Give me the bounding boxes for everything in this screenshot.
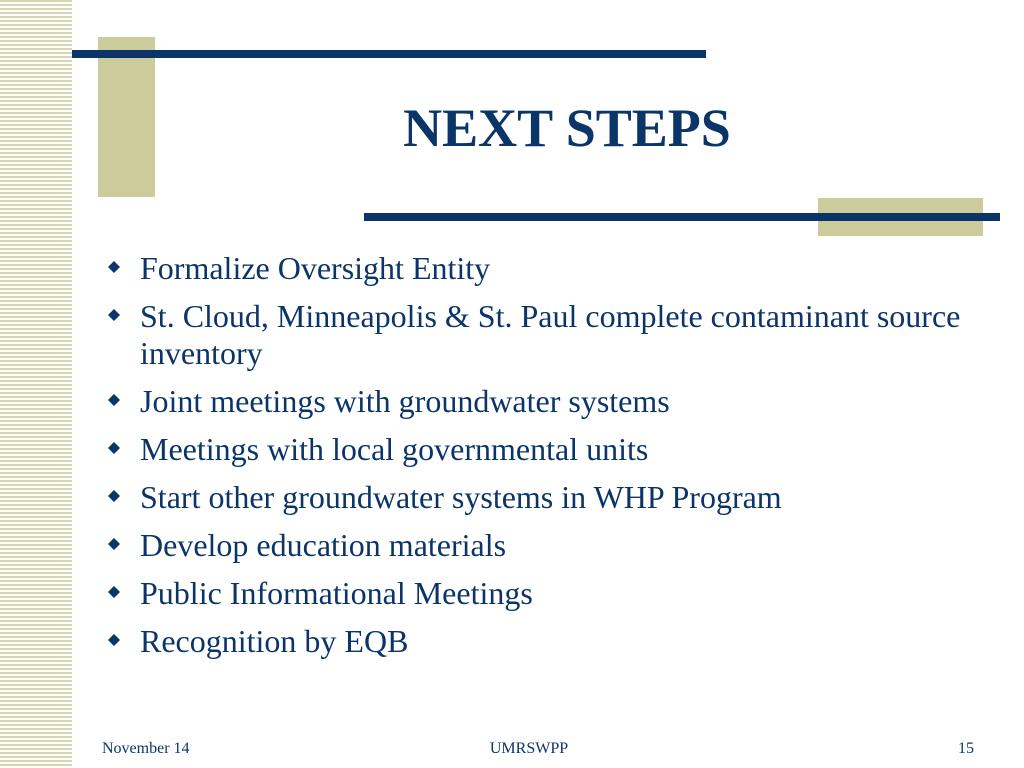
- bullet-text: St. Cloud, Minneapolis & St. Paul complete contaminant source inventory: [140, 298, 961, 371]
- bullet-text: Public Informational Meetings: [140, 575, 533, 611]
- diamond-bullet-icon: [108, 394, 120, 406]
- decorative-block-left: [98, 37, 155, 197]
- bullet-item: [104, 250, 994, 287]
- bullet-text: Develop education materials: [140, 527, 507, 563]
- bullet-text: Meetings with local governmental units: [140, 431, 649, 467]
- bullet-text: Start other groundwater systems in WHP Program: [140, 479, 782, 515]
- bullet-item: [104, 383, 994, 420]
- bullet-item: [104, 575, 994, 612]
- bullet-text: Joint meetings with groundwater systems: [140, 383, 670, 419]
- footer-date: November 14: [102, 740, 190, 757]
- diamond-bullet-icon: [108, 634, 120, 646]
- bullet-item: [104, 527, 994, 564]
- bullet-text: Formalize Oversight Entity: [140, 250, 491, 286]
- diamond-bullet-icon: [108, 442, 120, 454]
- bullet-item: [104, 623, 994, 660]
- bullet-text: Recognition by EQB: [140, 623, 409, 659]
- diamond-bullet-icon: [108, 261, 120, 273]
- bullet-item: [104, 298, 994, 372]
- footer-page-number: 15: [958, 740, 974, 757]
- diamond-bullet-icon: [108, 538, 120, 550]
- bullet-item: [104, 431, 994, 468]
- decorative-stripes: [0, 0, 72, 768]
- diamond-bullet-icon: [108, 490, 120, 502]
- decorative-line-top: [72, 50, 706, 58]
- diamond-bullet-icon: [108, 586, 120, 598]
- slide-title: NEXT STEPS: [403, 98, 731, 158]
- diamond-bullet-icon: [108, 309, 120, 321]
- decorative-line-bottom: [364, 213, 1000, 221]
- bullet-list: [104, 250, 994, 671]
- footer-presentation-name: UMRSWPP: [489, 740, 569, 757]
- bullet-item: [104, 479, 994, 516]
